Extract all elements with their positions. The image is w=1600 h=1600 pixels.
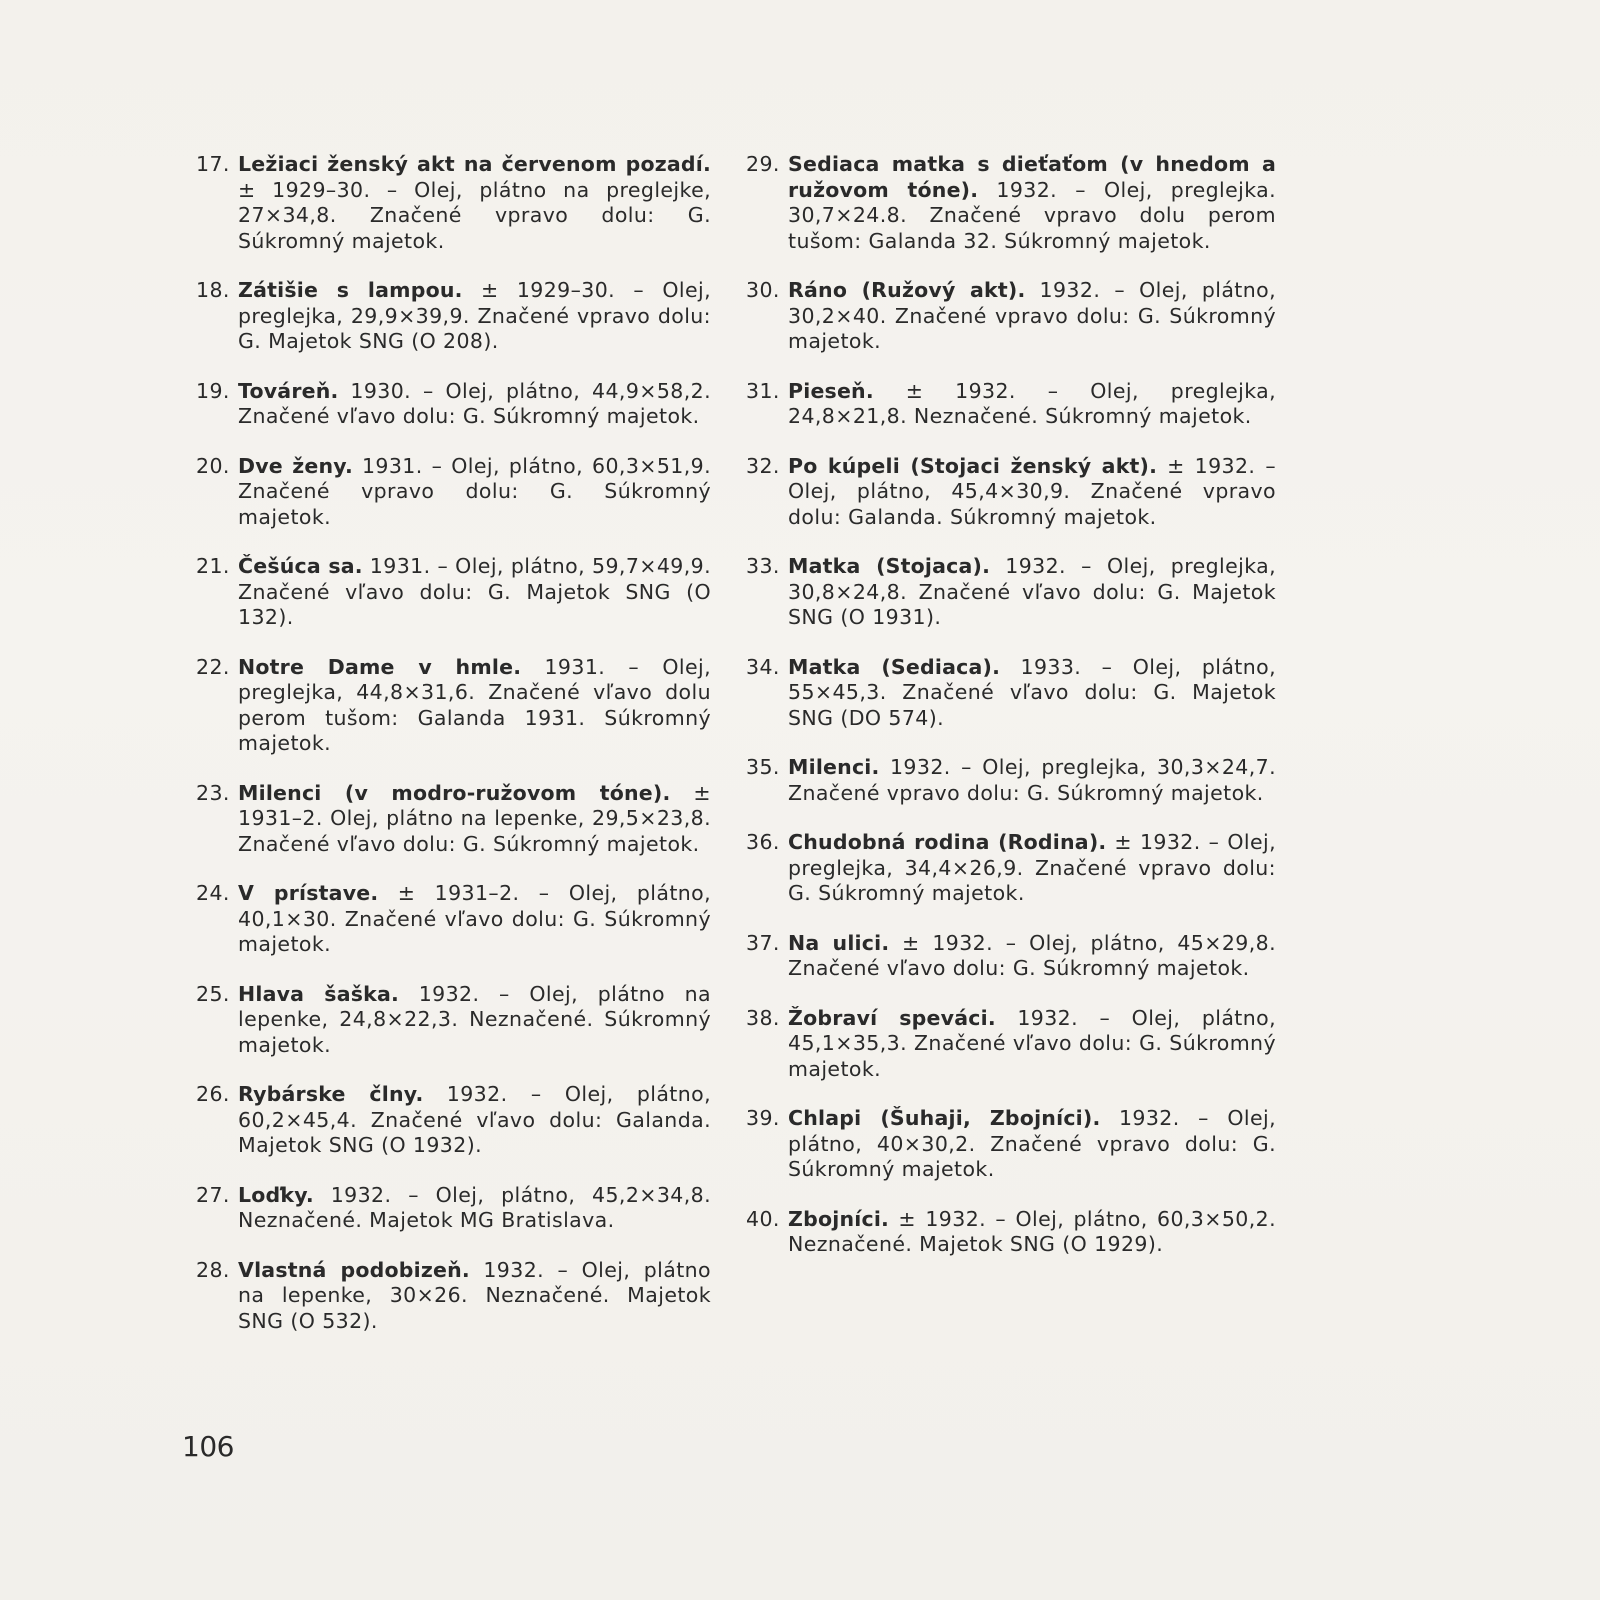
entry-details: ± 1932. – Olej, plátno, 45,4×30,9. Značené vpravo dolu: Galanda. Súkromný majetok.: [788, 453, 1276, 529]
entry-number: 36.: [746, 830, 780, 854]
entry-details: 1931. – Olej, preglejka, 44,8×31,6. Značené vľavo dolu perom tušom: Galanda 1931. Súkromný majetok.: [238, 654, 711, 755]
entry-number: 31.: [746, 378, 780, 403]
page-number: 106: [182, 1430, 234, 1463]
entry-title: Milenci (v modro-ružovom tóne).: [238, 780, 671, 805]
entry-number: 30.: [746, 278, 780, 302]
entry-details: 1932. – Olej, preglejka, 30,3×24,7. Značené vpravo dolu: G. Súkromný majetok.: [788, 755, 1276, 805]
entry-title: Dve ženy.: [238, 453, 353, 478]
catalog-entry: [196, 152, 711, 254]
entry-number: 39.: [746, 1106, 780, 1130]
catalog-entry: [746, 278, 1276, 355]
catalog-entry: [196, 781, 711, 858]
entry-title: Češúca sa.: [238, 554, 363, 578]
entry-number: 33.: [746, 554, 780, 578]
catalog-entry: [746, 379, 1276, 430]
entry-number: 29.: [746, 152, 780, 176]
entry-number: 21.: [196, 554, 230, 578]
entry-details: ± 1931–2. Olej, plátno na lepenke, 29,5×23,8. Značené vľavo dolu: G. Súkromný majetok.: [238, 780, 711, 856]
entry-number: 25.: [196, 981, 230, 1006]
catalog-entry: [196, 278, 711, 355]
entry-title: V prístave.: [238, 881, 379, 905]
catalog-entry: [196, 655, 711, 757]
entry-number: 20.: [196, 453, 230, 478]
entry-details: 1932. – Olej, preglejka, 30,8×24,8. Značené vľavo dolu: G. Majetok SNG (O 1931).: [788, 554, 1276, 629]
catalog-entry: [196, 1082, 711, 1159]
entry-title: Žobraví speváci.: [788, 1005, 996, 1030]
catalog-entry: [746, 554, 1276, 631]
catalog-entry: [746, 454, 1276, 531]
entry-number: 28.: [196, 1257, 230, 1282]
catalog-entry: [196, 554, 711, 631]
entry-number: 19.: [196, 378, 230, 403]
entry-number: 17.: [196, 152, 230, 176]
entry-number: 37.: [746, 930, 780, 955]
entry-title: Chudobná rodina (Rodina).: [788, 830, 1107, 854]
entry-details: 1932. – Olej, plátno, 30,2×40. Značené vpravo dolu: G. Súkromný majetok.: [788, 278, 1276, 353]
entry-title: Ležiaci ženský akt na červenom pozadí.: [238, 152, 711, 176]
entry-details: ± 1932. – Olej, plátno, 45×29,8. Značené vľavo dolu: G. Súkromný majetok.: [788, 930, 1276, 980]
catalog-entry: [746, 1207, 1276, 1258]
entry-title: Matka (Stojaca).: [788, 554, 991, 578]
entry-details: 1932. – Olej, plátno, 45,1×35,3. Značené vľavo dolu: G. Súkromný majetok.: [788, 1005, 1276, 1081]
entry-title: Chlapi (Šuhaji, Zbojníci).: [788, 1106, 1101, 1130]
entry-title: Zátišie s lampou.: [238, 278, 463, 302]
entry-details: 1932. – Olej, plátno, 40×30,2. Značené vpravo dolu: G. Súkromný majetok.: [788, 1106, 1276, 1181]
entry-title: Zbojníci.: [788, 1206, 890, 1231]
catalog-entry: [746, 931, 1276, 982]
entry-number: 32.: [746, 453, 780, 478]
entry-number: 26.: [196, 1082, 230, 1106]
entry-number: 40.: [746, 1206, 780, 1231]
entry-title: Rybárske člny.: [238, 1082, 424, 1106]
entry-details: ± 1929–30. – Olej, plátno na preglejke, 27×34,8. Značené vpravo dolu: G. Súkromný majetok.: [238, 177, 711, 253]
catalog-entry: [196, 982, 711, 1059]
catalog-entry: [196, 1258, 711, 1335]
catalog-entry: [196, 454, 711, 531]
entry-title: Továreň.: [238, 378, 339, 403]
catalog-entry: [746, 1106, 1276, 1183]
entry-details: ± 1932. – Olej, plátno, 60,3×50,2. Neznačené. Majetok SNG (O 1929).: [788, 1206, 1276, 1256]
catalog-entry: [746, 1006, 1276, 1083]
entry-number: 38.: [746, 1005, 780, 1030]
entry-title: Vlastná podobizeň.: [238, 1257, 470, 1282]
entry-title: Ráno (Ružový akt).: [788, 278, 1026, 302]
entry-details: ± 1931–2. – Olej, plátno, 40,1×30. Značené vľavo dolu: G. Súkromný majetok.: [238, 881, 712, 956]
entry-details: 1931. – Olej, plátno, 59,7×49,9. Značené vľavo dolu: G. Majetok SNG (O 132).: [238, 554, 711, 629]
left-column: [196, 152, 711, 1358]
catalog-entry: [196, 881, 711, 958]
entry-title: Hlava šaška.: [238, 981, 400, 1006]
entry-title: Sediaca matka s dieťaťom (v hnedom a ružovom tóne).: [788, 152, 1276, 202]
entry-details: 1932. – Olej, plátno na lepenke, 24,8×22,3. Neznačené. Súkromný majetok.: [238, 981, 711, 1057]
entry-title: Notre Dame v hmle.: [238, 654, 522, 679]
entry-number: 18.: [196, 278, 230, 302]
catalog-entry: [746, 152, 1276, 254]
entry-number: 24.: [196, 881, 230, 905]
entry-number: 22.: [196, 654, 230, 679]
entry-details: ± 1932. – Olej, preglejka, 34,4×26,9. Značené vpravo dolu: G. Súkromný majetok.: [788, 830, 1276, 905]
entry-details: 1932. – Olej, plátno, 45,2×34,8. Neznačené. Majetok MG Bratislava.: [238, 1182, 711, 1232]
entry-title: Na ulici.: [788, 930, 890, 955]
entry-details: 1933. – Olej, plátno, 55×45,3. Značené vľavo dolu: G. Majetok SNG (DO 574).: [788, 654, 1276, 730]
catalog-entry: [746, 655, 1276, 732]
entry-details: ± 1932. – Olej, preglejka, 24,8×21,8. Neznačené. Súkromný majetok.: [788, 378, 1276, 428]
entry-number: 35.: [746, 755, 780, 779]
entry-details: 1930. – Olej, plátno, 44,9×58,2. Značené vľavo dolu: G. Súkromný majetok.: [238, 378, 711, 428]
entry-number: 23.: [196, 780, 230, 805]
entry-details: ± 1929–30. – Olej, preglejka, 29,9×39,9. Značené vpravo dolu: G. Majetok SNG (O 208).: [238, 278, 711, 353]
catalog-entry: [746, 755, 1276, 806]
entry-details: 1931. – Olej, plátno, 60,3×51,9. Značené vpravo dolu: G. Súkromný majetok.: [238, 453, 711, 529]
entry-title: Pieseň.: [788, 378, 874, 403]
entry-details: 1932. – Olej, plátno, 60,2×45,4. Značené vľavo dolu: Galanda. Majetok SNG (O 1932).: [238, 1082, 711, 1157]
right-column: [746, 152, 1276, 1282]
catalog-entry: [196, 379, 711, 430]
catalog-entry: [746, 830, 1276, 907]
entry-number: 34.: [746, 654, 780, 679]
entry-title: Milenci.: [788, 755, 880, 779]
entry-title: Po kúpeli (Stojaci ženský akt).: [788, 453, 1158, 478]
entry-details: 1932. – Olej, plátno na lepenke, 30×26. Neznačené. Majetok SNG (O 532).: [238, 1257, 712, 1333]
entry-title: Loďky.: [238, 1182, 314, 1207]
catalog-entry: [196, 1183, 711, 1234]
entry-number: 27.: [196, 1182, 230, 1207]
entry-title: Matka (Sediaca).: [788, 654, 1001, 679]
entry-details: 1932. – Olej, preglejka. 30,7×24.8. Značené vpravo dolu perom tušom: Galanda 32. Súkromný majetok.: [788, 177, 1276, 253]
